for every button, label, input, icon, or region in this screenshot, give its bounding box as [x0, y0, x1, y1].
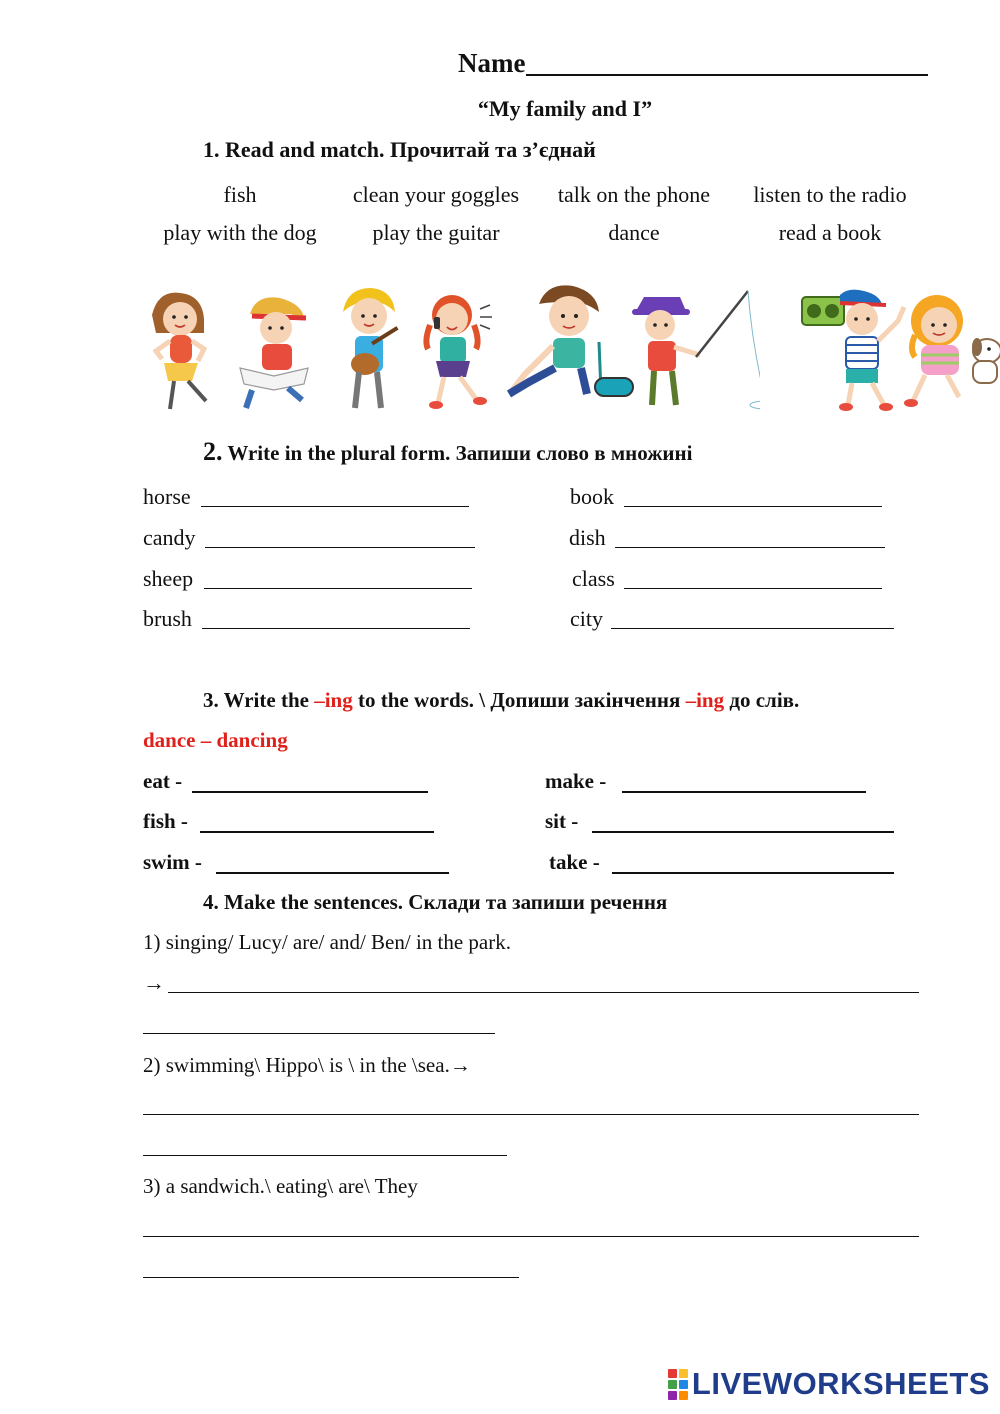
- match-word: listen to the radio: [753, 182, 907, 207]
- boy-radio-illustration[interactable]: [800, 285, 910, 415]
- boy-goggles-illustration[interactable]: [503, 282, 638, 412]
- answer-line[interactable]: [216, 872, 449, 874]
- plural-word: city: [570, 606, 603, 631]
- answer-line[interactable]: [612, 872, 894, 874]
- plural-word: brush: [143, 606, 192, 631]
- answer-line[interactable]: [622, 791, 866, 793]
- task2-heading-text: Write in the plural form. Запиши слово в множині: [222, 441, 693, 465]
- girl-dancing-illustration[interactable]: [140, 285, 220, 415]
- plural-word: horse: [143, 484, 191, 509]
- sentence-prompt: 3) a sandwich.\ eating\ are\ They: [143, 1174, 418, 1198]
- ing-word: sit -: [545, 809, 579, 833]
- task4-heading: 4. Make the sentences. Склади та запиши речення: [203, 890, 668, 914]
- answer-line[interactable]: [202, 628, 470, 629]
- answer-line[interactable]: [143, 1114, 919, 1115]
- plural-word: sheep: [143, 566, 194, 591]
- answer-line[interactable]: [168, 992, 919, 993]
- ing-example: dance – dancing: [143, 728, 288, 752]
- match-word: read a book: [778, 220, 882, 245]
- ing-word: eat -: [143, 769, 183, 793]
- liveworksheets-logo[interactable]: [668, 1366, 990, 1402]
- plural-word: book: [570, 484, 614, 509]
- answer-line[interactable]: [200, 831, 434, 833]
- answer-line[interactable]: [624, 588, 882, 589]
- answer-line[interactable]: [143, 1155, 507, 1156]
- ing-word: swim -: [143, 850, 202, 874]
- girl-phone-illustration[interactable]: [414, 285, 496, 415]
- answer-line[interactable]: [611, 628, 894, 629]
- name-label: Name: [458, 48, 526, 78]
- plural-word: candy: [143, 525, 196, 550]
- ing-suffix: –ing: [314, 688, 353, 712]
- arrow-mark: →: [143, 970, 165, 995]
- match-word: talk on the phone: [557, 182, 711, 207]
- sentence-prompt: 1) singing/ Lucy/ are/ and/ Ben/ in the park.: [143, 930, 511, 954]
- name-input-line[interactable]: [526, 74, 928, 76]
- match-word: dance: [608, 220, 660, 245]
- answer-line[interactable]: [192, 791, 428, 793]
- answer-line[interactable]: [205, 547, 475, 548]
- answer-line[interactable]: [615, 547, 885, 548]
- answer-line[interactable]: [624, 506, 882, 507]
- ing-word: take -: [549, 850, 600, 874]
- answer-line[interactable]: [592, 831, 894, 833]
- match-word: play the guitar: [372, 220, 500, 245]
- task2-heading: [203, 437, 692, 467]
- plural-word: class: [572, 566, 615, 591]
- answer-line[interactable]: [143, 1033, 495, 1034]
- plural-word: dish: [569, 525, 606, 550]
- sentence-prompt: 2) swimming\ Hippo\ is \ in the \sea.→: [143, 1053, 471, 1077]
- match-word: fish: [223, 182, 257, 207]
- answer-line[interactable]: [204, 588, 472, 589]
- boy-reading-book-illustration[interactable]: [232, 288, 314, 413]
- ing-suffix: –ing: [685, 688, 725, 712]
- boy-fishing-illustration[interactable]: [630, 285, 760, 415]
- task2-number: 2.: [203, 437, 223, 466]
- answer-line[interactable]: [201, 506, 469, 507]
- task1-heading: 1. Read and match. Прочитай та з’єднай: [203, 137, 596, 162]
- girl-dog-illustration[interactable]: [903, 285, 1000, 415]
- match-word: clean your goggles: [352, 182, 520, 207]
- task3-heading: 3. Write the –ing to the words. \ Допиши закінчення –ing до слів.: [203, 688, 800, 712]
- match-word: play with the dog: [163, 220, 317, 245]
- logo-grid-icon: [668, 1369, 688, 1400]
- ing-word: fish -: [143, 809, 188, 833]
- boy-guitar-illustration[interactable]: [327, 282, 411, 417]
- ing-word: make -: [545, 769, 607, 793]
- answer-line[interactable]: [143, 1277, 519, 1278]
- logo-text: LIVEWORKSHEETS: [691, 1366, 990, 1401]
- answer-line[interactable]: [143, 1236, 919, 1237]
- worksheet-title: “My family and I”: [477, 96, 653, 121]
